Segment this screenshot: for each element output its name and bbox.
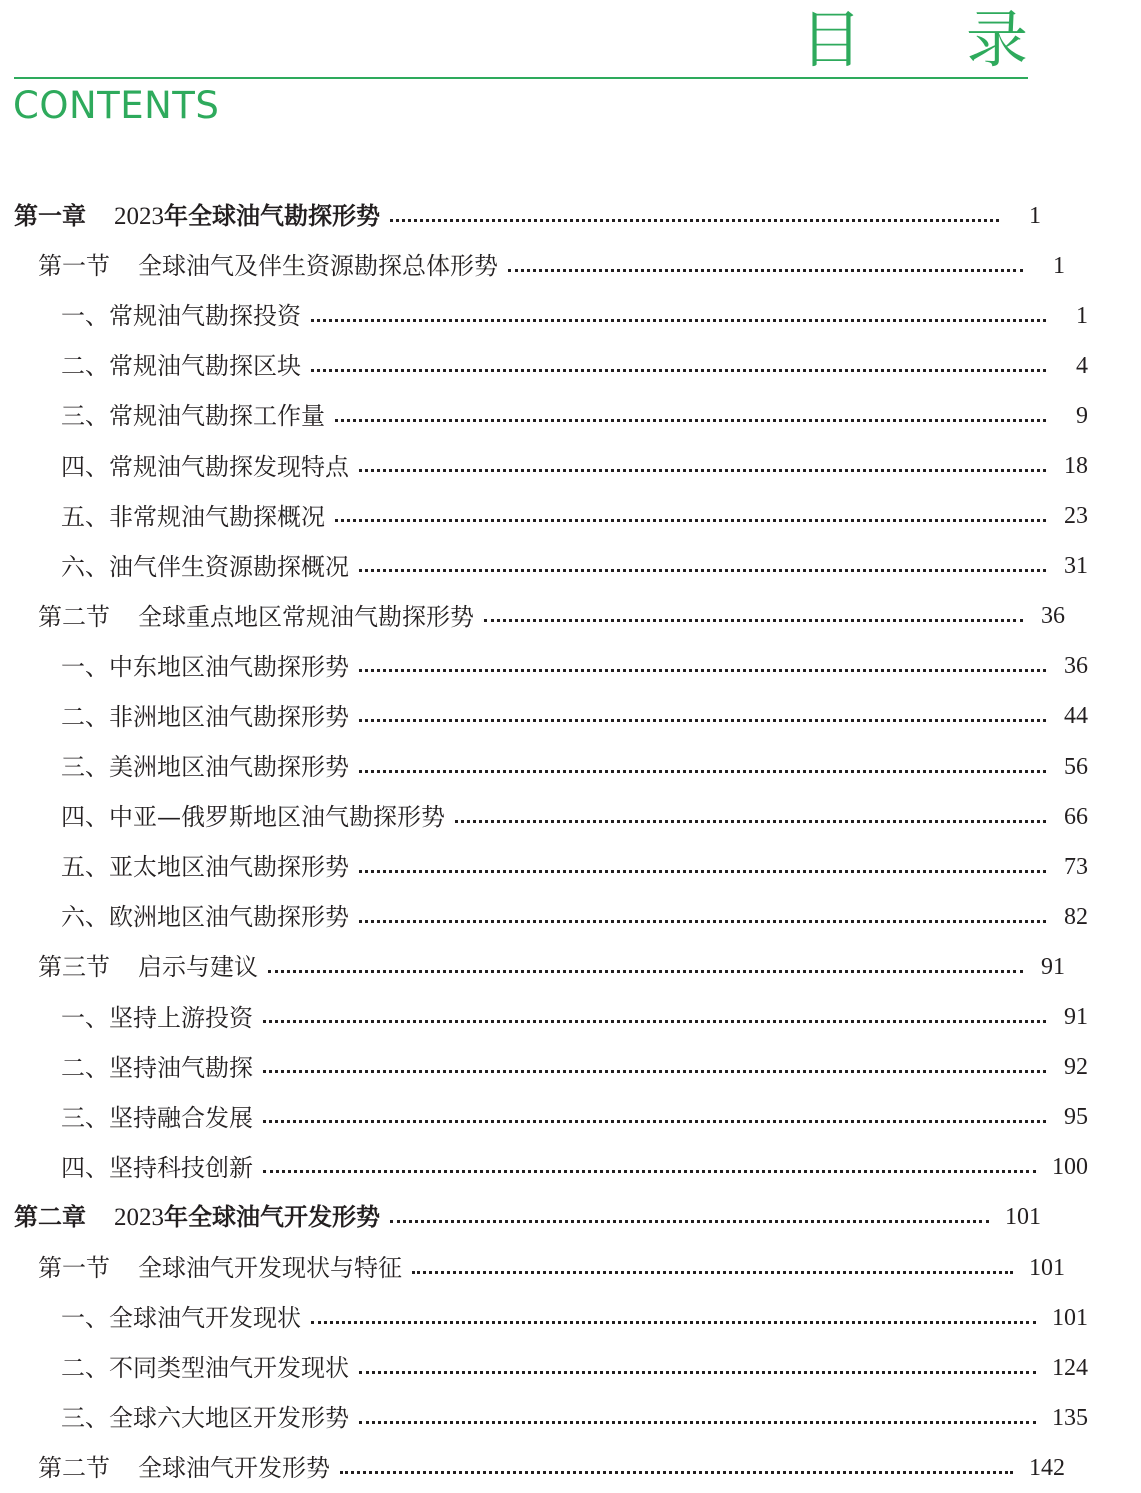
dot-leader bbox=[263, 1170, 1036, 1173]
toc-entry-item[interactable] bbox=[0, 692, 1141, 742]
page-number: 4 bbox=[1076, 352, 1088, 379]
section-title: 全球油气及伴生资源勘探总体形势 bbox=[138, 252, 498, 281]
toc-entry-item[interactable] bbox=[0, 1343, 1141, 1393]
toc-entry-title: 四、坚持科技创新 bbox=[61, 1153, 253, 1182]
toc-entry-title: 五、亚太地区油气勘探形势 bbox=[61, 853, 349, 882]
toc-entry-title bbox=[14, 201, 380, 230]
section-title: 全球重点地区常规油气勘探形势 bbox=[138, 602, 474, 631]
toc-entry-title bbox=[38, 1454, 330, 1483]
toc-entry-title: 一、坚持上游投资 bbox=[61, 1003, 253, 1032]
toc-entry-item[interactable] bbox=[0, 1093, 1141, 1143]
table-of-contents bbox=[0, 191, 1088, 1493]
toc-entry-title: 五、非常规油气勘探概况 bbox=[61, 502, 325, 531]
dot-leader bbox=[359, 1421, 1036, 1424]
page-number: 91 bbox=[1064, 1004, 1088, 1031]
toc-entry-item[interactable] bbox=[0, 1043, 1141, 1093]
toc-entry-chapter[interactable] bbox=[0, 1193, 1094, 1243]
section-label: 第一节 bbox=[38, 252, 110, 281]
toc-entry-item[interactable] bbox=[0, 1143, 1141, 1193]
toc-entry-title bbox=[38, 252, 498, 281]
page-number: 73 bbox=[1064, 853, 1088, 880]
dot-leader bbox=[359, 870, 1046, 873]
dot-leader bbox=[359, 1371, 1036, 1374]
dot-leader bbox=[359, 569, 1046, 572]
toc-entry-section[interactable] bbox=[0, 1443, 1118, 1493]
dot-leader bbox=[455, 820, 1046, 823]
toc-entry-item[interactable] bbox=[0, 291, 1141, 341]
page-number: 135 bbox=[1052, 1404, 1088, 1431]
chapter-title: 年全球油气开发形势 bbox=[164, 1203, 380, 1232]
toc-entry-item[interactable] bbox=[0, 842, 1141, 892]
toc-entry-item[interactable] bbox=[0, 742, 1141, 792]
page-number: 36 bbox=[1064, 653, 1088, 680]
section-label: 第一节 bbox=[38, 1254, 110, 1283]
page-number: 92 bbox=[1064, 1054, 1088, 1081]
toc-entry-section[interactable] bbox=[0, 942, 1118, 992]
page-title-chinese: 目 录 bbox=[800, 3, 1070, 76]
page-number: 1 bbox=[1076, 302, 1088, 329]
toc-entry-item[interactable] bbox=[0, 1293, 1141, 1343]
toc-entry-title: 四、常规油气勘探发现特点 bbox=[61, 452, 349, 481]
section-label: 第二节 bbox=[38, 1454, 110, 1483]
toc-entry-title: 一、全球油气开发现状 bbox=[61, 1304, 301, 1333]
dot-leader bbox=[390, 1220, 989, 1223]
page-number: 101 bbox=[1052, 1304, 1088, 1331]
toc-entry-item[interactable] bbox=[0, 642, 1141, 692]
dot-leader bbox=[263, 1020, 1046, 1023]
page-number: 44 bbox=[1064, 703, 1088, 730]
dot-leader bbox=[359, 920, 1046, 923]
toc-entry-title: 一、常规油气勘探投资 bbox=[61, 302, 301, 331]
toc-entry-item[interactable] bbox=[0, 993, 1141, 1043]
toc-entry-title: 四、中亚—俄罗斯地区油气勘探形势 bbox=[61, 803, 445, 832]
dot-leader bbox=[359, 719, 1046, 722]
toc-entry-title: 三、美洲地区油气勘探形势 bbox=[61, 753, 349, 782]
dot-leader bbox=[263, 1070, 1046, 1073]
chapter-label: 第一章 bbox=[14, 201, 86, 230]
dot-leader bbox=[263, 1120, 1046, 1123]
chapter-year: 2023 bbox=[114, 202, 164, 230]
toc-entry-title: 三、坚持融合发展 bbox=[61, 1103, 253, 1132]
dot-leader bbox=[335, 419, 1046, 422]
dot-leader bbox=[412, 1271, 1013, 1274]
dot-leader bbox=[359, 469, 1046, 472]
toc-entry-title: 一、中东地区油气勘探形势 bbox=[61, 652, 349, 681]
toc-entry-title: 六、油气伴生资源勘探概况 bbox=[61, 552, 349, 581]
page-number: 9 bbox=[1076, 402, 1088, 429]
page-number: 56 bbox=[1064, 753, 1088, 780]
section-title: 启示与建议 bbox=[138, 953, 258, 982]
dot-leader bbox=[390, 219, 999, 222]
page-title-english: CONTENTS bbox=[13, 84, 220, 127]
section-label: 第三节 bbox=[38, 953, 110, 982]
section-title: 全球油气开发形势 bbox=[138, 1454, 330, 1483]
toc-entry-title: 三、全球六大地区开发形势 bbox=[61, 1404, 349, 1433]
page-number: 100 bbox=[1052, 1154, 1088, 1181]
chapter-year: 2023 bbox=[114, 1204, 164, 1232]
page-number: 95 bbox=[1064, 1104, 1088, 1131]
toc-entry-title: 二、常规油气勘探区块 bbox=[61, 352, 301, 381]
toc-entry-item[interactable] bbox=[0, 792, 1141, 842]
toc-entry-title: 二、非洲地区油气勘探形势 bbox=[61, 702, 349, 731]
toc-entry-title: 二、不同类型油气开发现状 bbox=[61, 1354, 349, 1383]
page-number: 124 bbox=[1052, 1354, 1088, 1381]
toc-entry-section[interactable] bbox=[0, 1243, 1118, 1293]
page-number: 142 bbox=[1029, 1454, 1065, 1481]
section-label: 第二节 bbox=[38, 602, 110, 631]
toc-entry-title bbox=[14, 1205, 380, 1230]
toc-entry-item[interactable] bbox=[0, 391, 1141, 441]
dot-leader bbox=[335, 519, 1046, 522]
chapter-title: 年全球油气勘探形势 bbox=[164, 201, 380, 230]
dot-leader bbox=[340, 1471, 1013, 1474]
section-title: 全球油气开发现状与特征 bbox=[138, 1254, 402, 1283]
toc-entry-title: 三、常规油气勘探工作量 bbox=[61, 402, 325, 431]
dot-leader bbox=[311, 319, 1046, 322]
toc-entry-item[interactable] bbox=[0, 1393, 1141, 1443]
dot-leader bbox=[311, 369, 1046, 372]
toc-entry-title: 二、坚持油气勘探 bbox=[61, 1053, 253, 1082]
page-number: 101 bbox=[1005, 1204, 1041, 1231]
page-number: 31 bbox=[1064, 553, 1088, 580]
toc-entry-title: 六、欧洲地区油气勘探形势 bbox=[61, 903, 349, 932]
dot-leader bbox=[508, 269, 1023, 272]
dot-leader bbox=[311, 1321, 1036, 1324]
toc-entry-title bbox=[38, 953, 258, 982]
dot-leader bbox=[484, 619, 1023, 622]
toc-entry-title bbox=[38, 1254, 402, 1283]
toc-entry-section[interactable] bbox=[0, 592, 1118, 642]
page-number: 36 bbox=[1041, 603, 1065, 630]
page-number: 1 bbox=[1053, 252, 1065, 279]
page-number: 101 bbox=[1029, 1254, 1065, 1281]
page-number: 91 bbox=[1041, 953, 1065, 980]
toc-entry-item[interactable] bbox=[0, 441, 1141, 491]
page-number: 18 bbox=[1064, 453, 1088, 480]
toc-entry-chapter[interactable] bbox=[0, 191, 1094, 241]
page-number: 66 bbox=[1064, 803, 1088, 830]
toc-entry-item[interactable] bbox=[0, 492, 1141, 542]
toc-entry-item[interactable] bbox=[0, 892, 1141, 942]
toc-entry-section[interactable] bbox=[0, 241, 1118, 291]
dot-leader bbox=[268, 970, 1023, 973]
toc-entry-item[interactable] bbox=[0, 542, 1141, 592]
page-number: 1 bbox=[1029, 202, 1041, 229]
dot-leader bbox=[359, 669, 1046, 672]
dot-leader bbox=[359, 770, 1046, 773]
header-divider bbox=[14, 77, 1028, 79]
chapter-label: 第二章 bbox=[14, 1203, 86, 1232]
page-number: 23 bbox=[1064, 503, 1088, 530]
toc-entry-title bbox=[38, 602, 474, 631]
page-number: 82 bbox=[1064, 903, 1088, 930]
toc-entry-item[interactable] bbox=[0, 341, 1141, 391]
